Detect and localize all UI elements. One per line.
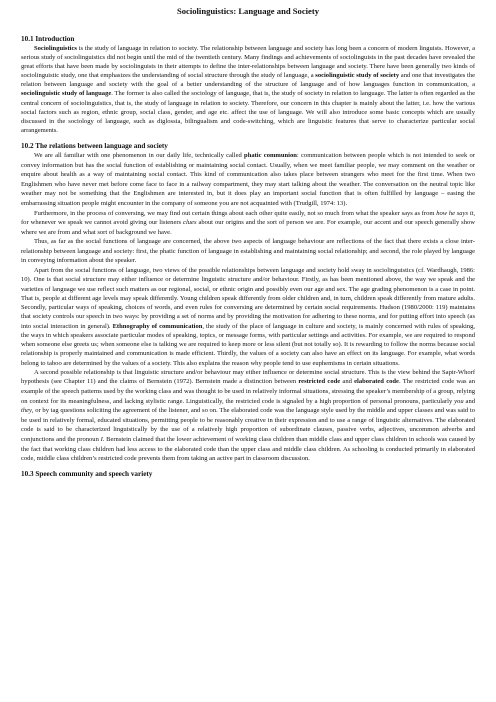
text-run: We are all familiar with one phenomenon in our daily life, technically called	[34, 151, 245, 159]
section-heading: 10.2 The relations between language and society	[21, 141, 168, 150]
italic-text: how he says it	[436, 209, 474, 217]
text-run: and	[340, 378, 355, 386]
text-run: and	[463, 397, 475, 405]
text-run: is the study of language in relation to society. The relationship between language and society has long been a concern of modern linguists. However, a serious study of sociolinguistics did not begin until the mid of the twentieth century. Many findings and achievements of sociolinguists in the past decades have revealed the great efforts that have been made by sociolinguists in their attempts to define the inter-relationships between language and society. There have been generally two kinds of sociolinguistic study, one that emphasizes the understanding of social structure through the study of language, a	[21, 45, 475, 80]
text-run: , for whenever we speak we cannot avoid giving our listeners	[21, 209, 475, 227]
italic-text: they	[21, 407, 32, 415]
text-run: Furthermore, in the process of conversing, we may find out certain things about each other quite easily, not so much from what the speaker says as from	[34, 209, 437, 217]
section-heading: 10.3 Speech community and speech variety	[21, 469, 153, 478]
bold-term: phatic communion	[244, 151, 297, 159]
text-run: . The restricted code was an example of the speech patterns used by the working class and was thought to be used in relatively informal situations, stressing the speaker’s membership of a group, relying on context for its meaningfulness, and lacking stylistic range. Linguistically, the restricted code is signaled by a high proportion of personal pronouns, particularly	[21, 378, 475, 405]
section-speech-community	[21, 470, 475, 479]
italic-text: you	[454, 397, 464, 405]
text-run: Thus, as far as the social functions of language are concerned, the above two aspects of language behaviour are reflections of the fact that there exists a close inter-relationship between language and society: first, the phatic function of language in establishing and maintaining social relationship; and second, the role played by language in conveying information about the speaker.	[21, 238, 475, 265]
text-run: Apart from the social functions of language, two views of the possible relationships between language and society hold sway in sociolinguistics (cf. Wardhaugh, 1986: 10). One is that social structure may either influence or determine linguistic structure and/or behaviour. Firstly, as has been mentioned above, the way we speak and the varieties of language we use reflect such matters as our regional, social, or ethnic origin and possibly even our age and sex. The age grading phenomenon is a case in point. That is, people at different age levels may speak differently. Young children speak differently from older children and, in turn, children speak differently from mature adults. Secondly, particular ways of speaking, choices of words, and even rules for conversing are determined by certain social requirements. Hudson (1980/2000: 119) maintains that society controls our speech in two ways: by providing a set of norms and by providing the motivation for adhering to these norms, and for putting effort into speech (as into social interaction in general).	[21, 267, 475, 330]
text-run: and one that investigates the relation between language and society with the goal of a better understanding of the structure of language and of how languages function in communication, a	[21, 72, 475, 89]
bold-term: Ethnography of communication	[112, 322, 203, 330]
section-introduction	[21, 35, 475, 135]
text-run: , the study of the place of language in culture and society, is mainly concerned with rules of speaking, the ways in which speakers associate particular modes of speaking, topics, or message forms, with particular settings and activities. For example, we are required to respond when someone else greets us; when someone else is talking we are required to keep more or less silent (but not totally so). It is rewarding to follow the norms because social relationship is properly maintained and communication is made efficient. Thirdly, the values of a society can also have an effect on its language. For example, what words belong to taboo are determined by the values of a society. This also explains the reason why people tend to use euphemisms in certain situations.	[21, 322, 475, 367]
paragraph	[21, 368, 475, 464]
paragraph	[21, 237, 475, 266]
text-run: , or by tag questions soliciting the agreement of the listener, and so on. The elaborated code was the language style used by the middle and upper classes and was said to be used in relatively formal, educated situations, permitting people to be reasonably creative in their expression and to use a range of linguistic alternatives. The elaborated code is said to be characterized linguistically by the use of a relatively high proportion of subordinate clauses, passive verbs, adjectives, uncommon adverbs and conjunctions and the pronoun	[21, 407, 475, 443]
text-run: . Bernstein claimed that the lower achievement of working class children than middle class and upper class children in schools was caused by the fact that working class children had less access to the elaborated code than the upper class and middle class children. As schooling is conducted primarily in elaborated code, middle class children’s restricted code prevents them from taking an active part in classroom discussion.	[21, 435, 475, 463]
bold-term: elaborated code	[354, 378, 399, 386]
italic-text: I	[100, 435, 103, 443]
text-run: about our origins and the sort of person we are. For example, our accent and our speech generally show where we are from and what sort of background we have.	[21, 219, 475, 236]
bold-term: sociolinguistic study of society	[315, 72, 400, 80]
text-run: A second possible relationship is that linguistic structure and/or behaviour may either influence or determine social structure. This is the view behind the Sapir-Whorf hypothesis (see Chapter 11) and the claims of Bernstein (1972). Bernstein made a distinction between	[21, 368, 475, 386]
bold-term: sociolinguistic study of language	[21, 90, 112, 98]
section-language-society-relations	[21, 142, 475, 464]
italic-text: clues	[183, 219, 197, 227]
text-run: . The former is also called the sociology of language, that is, the study of society in relation to language. The latter is often regarded as the central concern of sociolinguistics, that is, the study of language in relation to society. Therefore, our concern in this chapter is mainly about the latter, i.e. how the various social factors such as region, ethnic group, social class, gender, and age etc. affect the use of language. We will also introduce some basic concepts which are usually discussed in the sociology of language, such as diglossia, bilingualism and code-switching, which are linguistic features that serve to characterize particular social arrangements.	[21, 90, 475, 134]
bold-term: restricted code	[298, 378, 341, 386]
paragraph	[21, 266, 475, 368]
paragraph	[21, 151, 475, 209]
bold-term: Sociolinguistics	[34, 45, 77, 52]
paragraph	[21, 44, 475, 135]
paragraph	[21, 209, 475, 238]
text-run: : communication between people which is not intended to seek or convey information but has the social function of establishing or maintaining social contact. Usually, when we meet familiar people, we may comment on the weather or enquire about health as a way of maintaining social contact. This kind of communication also takes place between strangers who meet for the first time. When two Englishmen who have never met before come face to face in a railway compartment, they may start talking about the weather. The conversation on the neutral topic like weather may not be something that the Englishmen are interested in, but it does play an important social function that is often fulfilled by language – easing the embarrassing situation people might encounter in the company of someone you are not acquainted with (Trudgill, 1974: 13).	[21, 151, 476, 207]
page-title: Sociolinguistics: Language and Society	[176, 6, 320, 16]
section-heading: 10.1 Introduction	[21, 35, 75, 43]
